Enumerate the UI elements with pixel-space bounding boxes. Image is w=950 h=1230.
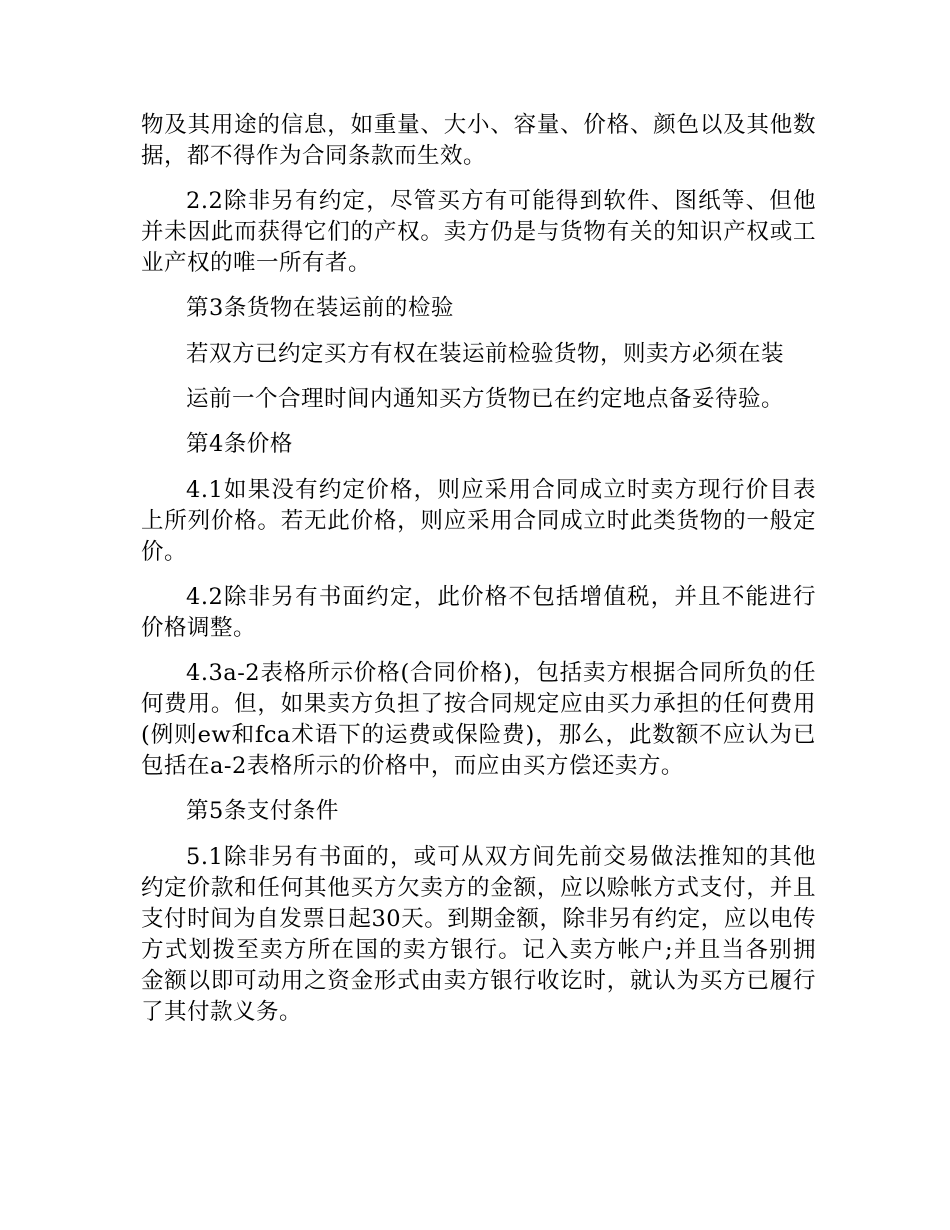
paragraph-5-1: 5.1除非另有书面的，或可从双方间先前交易做法推知的其他约定价款和任何其他买方欠卖方的金额，应以赊帐方式支付，并且支付时间为自发票日起30天。到期金额，除非另有约定，应以电传方式划拨至卖方所在国的卖方银行。记入卖方帐户;并且当各别拥金额以即可动用之资金形式由卖方银行收讫时，就认为买方已履行了其付款义务。 xyxy=(141,844,816,1025)
heading-article-3: 第3条货物在装运前的检验 xyxy=(186,295,454,321)
paragraph-4-3: 4.3a-2表格所示价格(合同价格)，包括卖方根据合同所负的任何费用。但，如果卖方负担了按合同规定应由买力承担的任何费用(例则ew和fca术语下的运费或保险费)，那么，此数额不应认为已包括在a-2表格所示的价格中，而应由买方偿还卖方。 xyxy=(141,660,816,779)
paragraph-4-1: 4.1如果没有约定价格，则应采用合同成立时卖方现行价目表上所列价格。若无此价格，则应采用合同成立时此类货物的一般定价。 xyxy=(141,477,816,565)
paragraph-inspection-line-2: 运前一个合理时间内通知买方货物已在约定地点备妥待验。 xyxy=(186,386,785,412)
document-body xyxy=(141,110,816,1042)
paragraph-4-2: 4.2除非另有书面约定，此价格不包括增值税，并且不能进行价格调整。 xyxy=(141,584,816,641)
paragraph-product-info: 物及其用途的信息，如重量、大小、容量、价格、颜色以及其他数据，都不得作为合同条款而生效。 xyxy=(141,112,816,169)
paragraph-2-2: 2.2除非另有约定，尽管买方有可能得到软件、图纸等、但他并未因此而获得它们的产权。卖方仍是与货物有关的知识产权或工业产权的唯一所有者。 xyxy=(141,188,816,276)
paragraph-inspection-line-1: 若双方已约定买方有权在装运前检验货物，则卖方必须在装 xyxy=(186,341,785,367)
heading-article-5: 第5条支付条件 xyxy=(186,798,339,824)
heading-article-4: 第4条价格 xyxy=(186,431,293,457)
